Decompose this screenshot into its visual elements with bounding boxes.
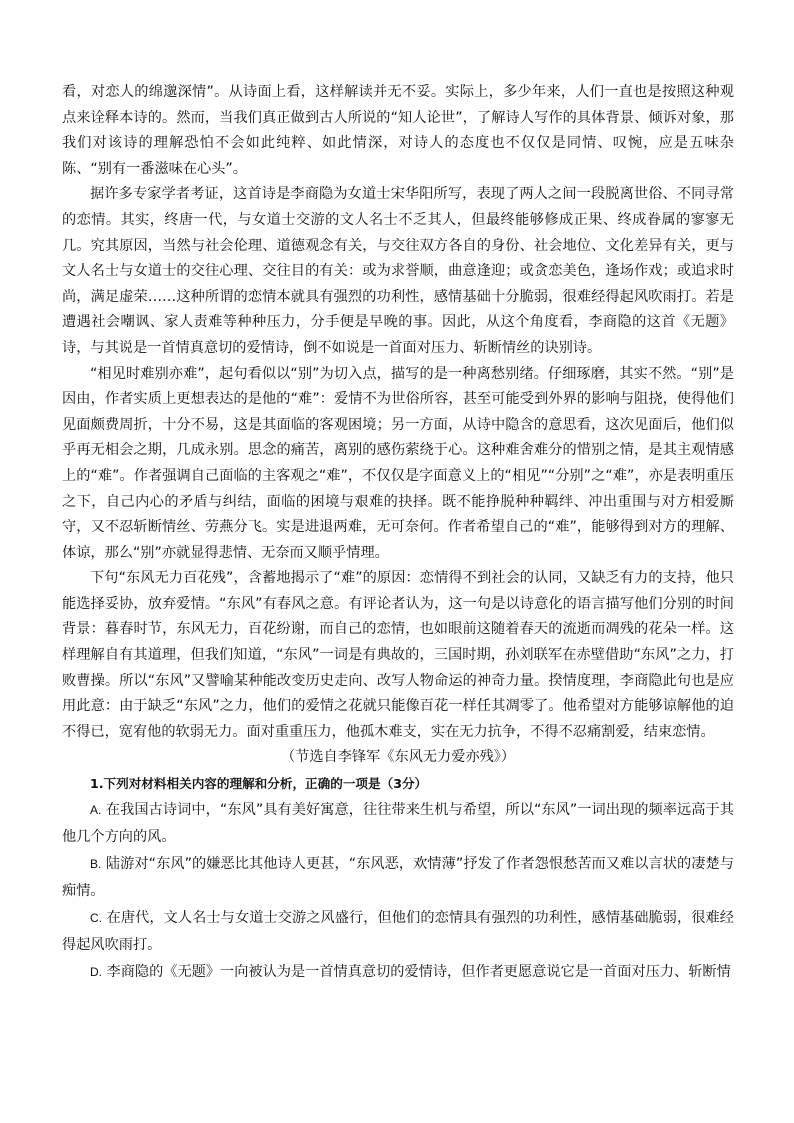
option-d (62, 959, 734, 986)
option-c-letter: C. (90, 910, 102, 925)
option-b (62, 851, 734, 905)
passage-paragraph-3: “相见时难别亦难”，起句看似以“别”为切入点，描写的是一种离愁别绪。仔细琢磨，其实不然。“别”是因由，作者实质上更想表达的是他的“难”：爱情不为世俗所容，甚至可能受到外界的影响与阻挠，使得他们见面颇费周折，十分不易，这是其面临的客观困境；另一方面，从诗中隐含的意思看，这次见面后，他们似乎再无相会之期，几成永别。思念的痛苦，离别的感伤萦绕于心。这种难舍难分的惜别之情，是其主观情感上的“难”。作者强调自己面临的主客观之“难”，不仅仅是字面意义上的“相见”“分别”之“难”，亦是表明重压之下，自己内心的矛盾与纠结，面临的困境与艰难的抉择。既不能挣脱种种羁绊、冲出重围与对方相爱厮守，又不忍斩断情丝、劳燕分飞。实是进退两难，无可奈何。作者希望自己的“难”，能够得到对方的理解、体谅，那么“别”亦就显得悲情、无奈而又顺乎情理。 (62, 365, 734, 561)
passage-source: （节选自李锋军《东风无力爱亦残》） (280, 749, 516, 766)
option-c-text: 在唐代，文人名士与女道士交游之风盛行，但他们的恋情具有强烈的功利性，感情基础脆弱，很难经得起风吹雨打。 (62, 909, 734, 953)
option-a-letter: A. (90, 802, 102, 817)
option-d-letter: D. (90, 964, 102, 979)
document-page (62, 80, 734, 986)
passage-paragraph-2: 据许多专家学者考证，这首诗是李商隐为女道士宋华阳所写，表现了两人之间一段脱离世俗、不同寻常的恋情。其实，终唐一代，与女道士交游的文人名士不乏其人，但最终能够修成正果、终成眷属的寥寥无几。究其原因，当然与社会伦理、道德观念有关，与交往双方各自的身份、社会地位、文化差异有关，更与文人名士与女道士的交往心理、交往目的有关：或为求誉顺，曲意逢迎；或贪恋美色，逢场作戏；或追求时尚，满足虚荣……这种所谓的恋情本就具有强烈的功利性，感情基础十分脆弱，很难经得起风吹雨打。若是遭遇社会嘲讽、家人责难等种种压力，分手便是早晚的事。因此，从这个角度看，李商隐的这首《无题》诗，与其说是一首情真意切的爱情诗，倒不如说是一首面对压力、斩断情丝的诀别诗。 (62, 186, 734, 356)
option-a-text: 在我国古诗词中，“东风”具有美好寓意，往往带来生机与希望，所以“东风”一词出现的频率远高于其他几个方向的风。 (62, 801, 734, 845)
option-a (62, 797, 734, 851)
question-stem: 1.下列对材料相关内容的理解和分析，正确的一项是（3分） (90, 776, 428, 792)
option-b-text: 陆游对“东风”的嫌恶比其他诗人更甚，“东风恶，欢情薄”抒发了作者怨恨愁苦而又难以言状的凄楚与痴情。 (62, 855, 734, 899)
option-b-letter: B. (90, 856, 102, 871)
option-d-text: 李商隐的《无题》一向被认为是一首情真意切的爱情诗，但作者更愿意说它是一首面对压力、斩断情 (106, 963, 731, 980)
option-c (62, 905, 734, 959)
passage-paragraph-1: 看，对恋人的绵邈深情”。从诗面上看，这样解读并无不妥。实际上，多少年来，人们一直也是按照这种观点来诠释本诗的。然而，当我们真正做到古人所说的“知人论世”，了解诗人写作的具体背景、倾诉对象，那我们对该诗的理解恐怕不会如此纯粹、如此情深，对诗人的态度也不仅仅是同情、叹惋，应是五味杂陈、“别有一番滋味在心头”。 (62, 84, 734, 177)
passage-paragraph-4: 下句“东风无力百花残”，含蓄地揭示了“难”的原因：恋情得不到社会的认同，又缺乏有力的支持，他只能选择妥协，放弃爱情。“东风”有春风之意。有评论者认为，这一句是以诗意化的语言描写他们分别的时间背景：暮春时节，东风无力，百花纷谢，而自己的恋情，也如眼前这随着春天的流逝而凋残的花朵一样。这样理解自有其道理，但我们知道，“东风”一词是有典故的，三国时期，孙刘联军在赤壁借助“东风”之力，打败曹操。所以“东风”又譬喻某种能改变历史走向、改写人物命运的神奇力量。揆情度理，李商隐此句也是应用此意：由于缺乏“东风”之力，他们的爱情之花就只能像百花一样任其凋零了。他希望对方能够谅解他的迫不得已，宽宥他的软弱无力。面对重重压力，他孤木难支，实在无力抗争，不得不忍痛割爱，结束恋情。 (62, 570, 734, 740)
